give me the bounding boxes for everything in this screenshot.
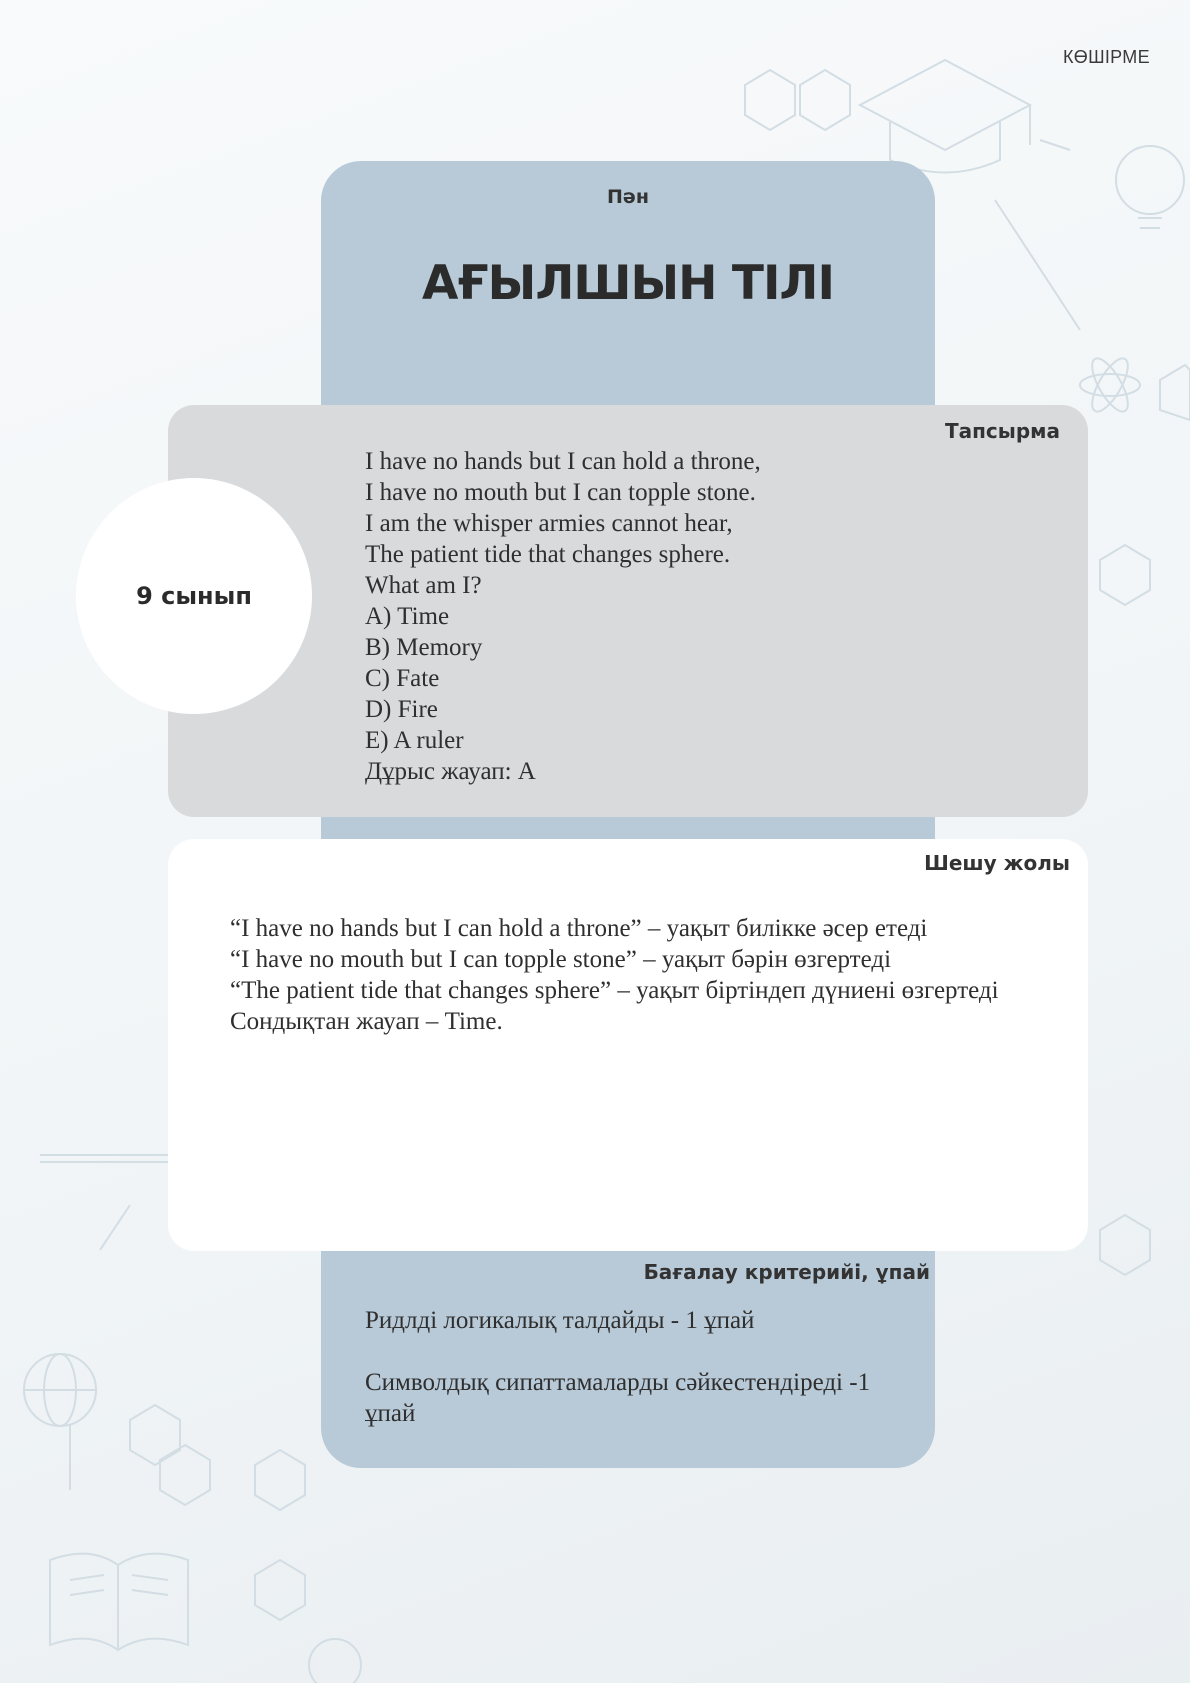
task-line: The patient tide that changes sphere. — [365, 541, 731, 568]
criteria-item: Символдық сипаттамаларды сәйкестендіреді -1 ұпай — [365, 1369, 871, 1427]
solution-line: “The patient tide that changes sphere” – уақыт біртіндеп дүниені өзгертеді — [230, 977, 999, 1004]
open-book-icon — [50, 1554, 188, 1650]
answer-option: A) Time — [365, 603, 450, 630]
criteria-item: Ридлді логикалық талдайды - 1 ұпай — [365, 1307, 755, 1334]
solution-line: “I have no mouth but I can topple stone” – уақыт бәрін өзгертеді — [230, 946, 892, 973]
task-text — [365, 446, 761, 787]
answer-option: E) A ruler — [365, 727, 464, 754]
solution-label: Шешу жолы — [924, 851, 1070, 875]
solution-text — [230, 913, 1050, 1037]
task-label: Тапсырма — [944, 419, 1060, 443]
subject-label: Пән — [607, 186, 649, 208]
solution-line: “I have no hands but I can hold a throne” – уақыт билікке әсер етеді — [230, 915, 928, 942]
task-line: I am the whisper armies cannot hear, — [365, 510, 733, 537]
task-line: I have no hands but I can hold a throne, — [365, 448, 761, 475]
graduation-cap-icon — [860, 60, 1030, 173]
subject-title: АҒЫЛШЫН ТІЛІ — [422, 256, 834, 311]
answer-option: D) Fire — [365, 696, 438, 723]
solution-conclusion: Сондықтан жауап – Time. — [230, 1008, 503, 1035]
copy-watermark: КӨШІРМЕ — [1063, 47, 1150, 67]
atom-icon — [1080, 354, 1140, 417]
answer-option: B) Memory — [365, 634, 483, 661]
correct-answer: Дұрыс жауап: A — [365, 758, 536, 785]
task-question: What am I? — [365, 572, 482, 599]
answer-option: C) Fate — [365, 665, 440, 692]
criteria-label: Бағалау критерийі, ұпай — [643, 1260, 930, 1284]
solution-card — [168, 839, 1088, 1251]
globe-icon — [24, 1354, 96, 1490]
criteria-list — [365, 1305, 885, 1460]
task-line: I have no mouth but I can topple stone. — [365, 479, 756, 506]
lightbulb-icon — [1116, 146, 1184, 228]
grade-badge: 9 сынып — [76, 478, 312, 714]
